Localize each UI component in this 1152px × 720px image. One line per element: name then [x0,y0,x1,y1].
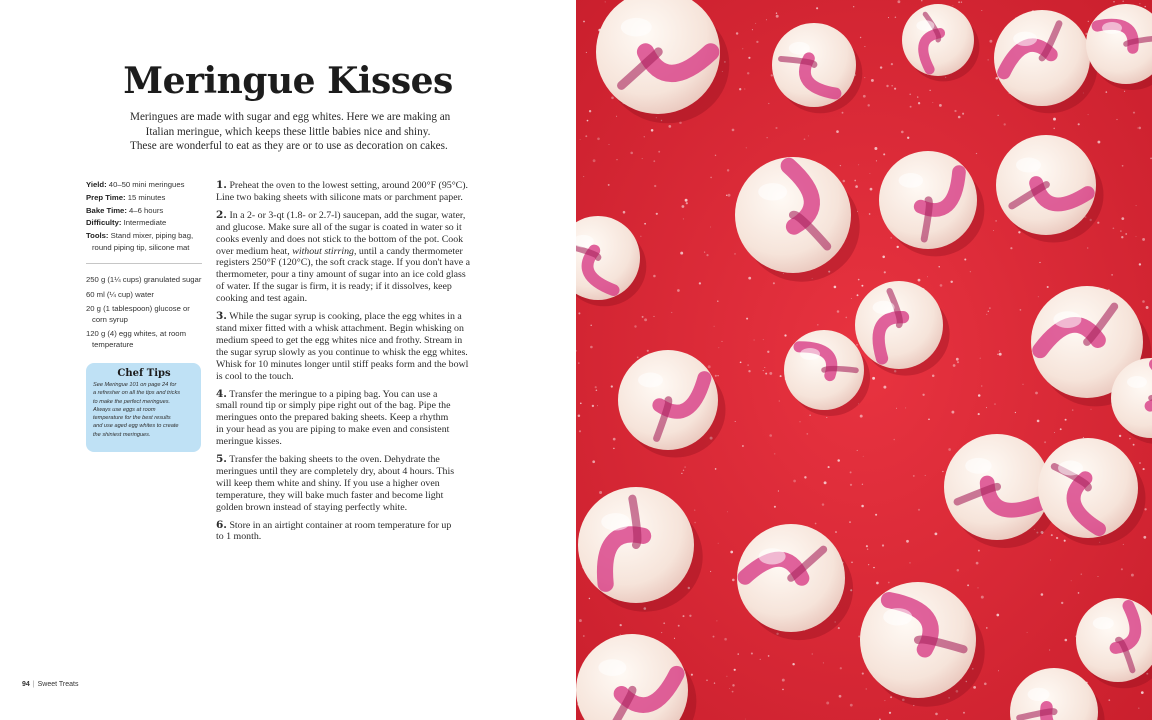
meta-bake-time [86,205,204,218]
recipe-step-6 [216,520,506,544]
step-text: Store in an airtight container at room temperature for up [229,519,452,531]
ingredient-text: corn syrup [92,314,128,324]
chef-tips-title: Chef Tips [117,368,171,379]
step-number: 1. [216,179,227,191]
meta-difficulty [86,217,204,230]
step-text: cooks evenly and does not stick to the bottom of the pot. Cook [216,233,464,245]
step-text: registers 250°F (120°C), the soft crack stage. If you don't have a [216,257,471,269]
right-page [576,0,1152,720]
step-text: Line two baking sheets with silicone mats or parchment paper. [216,191,463,203]
meta-value: 15 minutes [127,192,166,202]
step-number: 6. [216,518,227,531]
meta-value: round piping tip, silicone mat [92,242,190,252]
ingredient-item [86,304,204,325]
step-emphasis: without stirring [292,245,354,257]
step-text: the sugar syrup slowly as you continue to whisk the egg whites. [216,346,468,358]
footer-separator: | [32,681,35,688]
ingredient-item [86,329,204,350]
recipe-intro [130,110,451,154]
step-text: , until a candy thermometer [353,245,463,257]
recipe-title: Meringue Kisses [123,60,453,102]
meringue-photo [576,0,1152,720]
chef-tips-box [86,363,201,452]
step-text: of water. If the sugar is firm, it is ready; if it dissolves, keep [216,281,452,293]
ingredient-text: 250 g (1¼ cups) granulated sugar [86,275,202,284]
ingredient-text: 20 g (1 tablespoon) glucose or [86,304,190,314]
meta-value: 40–50 mini meringues [108,180,185,189]
step-number: 4. [216,387,227,400]
step-text: over medium heat, [216,245,293,257]
ingredient-text: temperature [92,339,134,349]
step-text: meringue kisses. [216,436,282,448]
meta-prep-time [86,192,204,205]
chef-tip-line: Always use eggs at room [93,406,156,413]
recipe-step-2 [216,210,506,305]
step-text: to 1 month. [216,531,262,543]
step-text: thermometer, pour a tiny amount of sugar into an ice cold glass [216,269,466,281]
step-text: will keep them white and shiny. If you use a higher oven [216,477,440,489]
step-text: temperature, they will bake much faster and become light [216,489,444,501]
step-text: in your head as you are piping to make even and consistent [216,424,450,436]
recipe-step-5 [216,454,506,514]
step-text: meringues until they are completely dry, about 4 hours. This [216,465,455,477]
step-text: Whisk for 10 minutes longer until stiff peaks form and the bowl [216,358,469,370]
chef-tip-line: the shiniest meringues. [93,431,151,438]
step-number: 5. [216,453,227,466]
chef-tip-line: to make the perfect meringues. [93,398,171,405]
meta-label: Prep Time: [86,192,126,202]
step-text: and glucose. Make sure all of the sugar is coated in water so it [216,221,462,233]
page-footer [22,681,78,688]
step-number: 2. [216,208,227,221]
meta-value: Stand mixer, piping bag, [110,231,194,241]
meta-value: 4–6 hours [129,205,164,215]
meta-tools [86,230,204,253]
ingredient-text: 120 g (4) egg whites, at room [86,329,186,339]
intro-line: Italian meringue, which keeps these little babies nice and shiny. [145,125,431,138]
step-text: meringues onto the prepared baking sheets. Keep a rhythm [216,412,449,424]
chef-tip-line: and use aged egg whites to create [93,423,179,430]
recipe-steps [216,180,506,549]
step-text: In a 2- or 3-qt (1.8- or 2.7-l) saucepan, add the sugar, water, [229,209,466,221]
step-text: While the sugar syrup is cooking, place the egg whites in a [229,311,462,323]
meta-yield [86,179,204,192]
recipe-step-1 [216,180,506,204]
meta-label: Bake Time: [86,205,127,215]
recipe-meta [86,179,204,253]
chef-tip-line: See Meringue 101 on page 24 for [93,382,177,388]
meta-value: Intermediate [123,218,167,228]
intro-line: Meringues are made with sugar and egg whites. Here we are making an [130,111,451,123]
step-text: cooking and test again. [216,293,308,305]
step-text: golden brown instead of staying perfectly white. [216,501,408,513]
step-number: 3. [216,310,227,323]
page-number: 94 [22,681,30,688]
sidebar-divider [86,263,202,264]
recipe-step-4 [216,389,506,449]
step-text: is cool to the touch. [216,370,294,382]
step-text: Transfer the baking sheets to the oven. Dehydrate the [229,454,440,466]
ingredient-item [86,290,204,301]
ingredient-text: 60 ml (¼ cup) water [86,289,154,299]
meta-label: Tools: [86,231,109,241]
chef-tip-line: a refresher on all the tips and tricks [93,390,181,397]
chef-tips-text [93,381,195,439]
ingredients-list [86,275,204,355]
intro-line: These are wonderful to eat as they are or to use as decoration on cakes. [130,140,448,153]
recipe-step-3 [216,311,506,382]
step-text: Transfer the meringue to a piping bag. You can use a [229,388,438,400]
step-text: medium speed to get the egg whites nice and frothy. Stream in [216,334,463,346]
step-text: small round tip or simply pipe right out of the bag. Pipe the [216,400,451,412]
step-text: stand mixer fitted with a whisk attachment. Begin whisking on [216,322,464,334]
step-text-line [216,246,506,258]
chef-tip-line: temperature for the best results [93,415,171,422]
step-text: Preheat the oven to the lowest setting, around 200°F (95°C). [229,180,468,191]
ingredient-item [86,275,204,286]
meta-label: Yield: [86,180,107,189]
meta-label: Difficulty: [86,218,122,228]
section-name: Sweet Treats [37,681,79,688]
